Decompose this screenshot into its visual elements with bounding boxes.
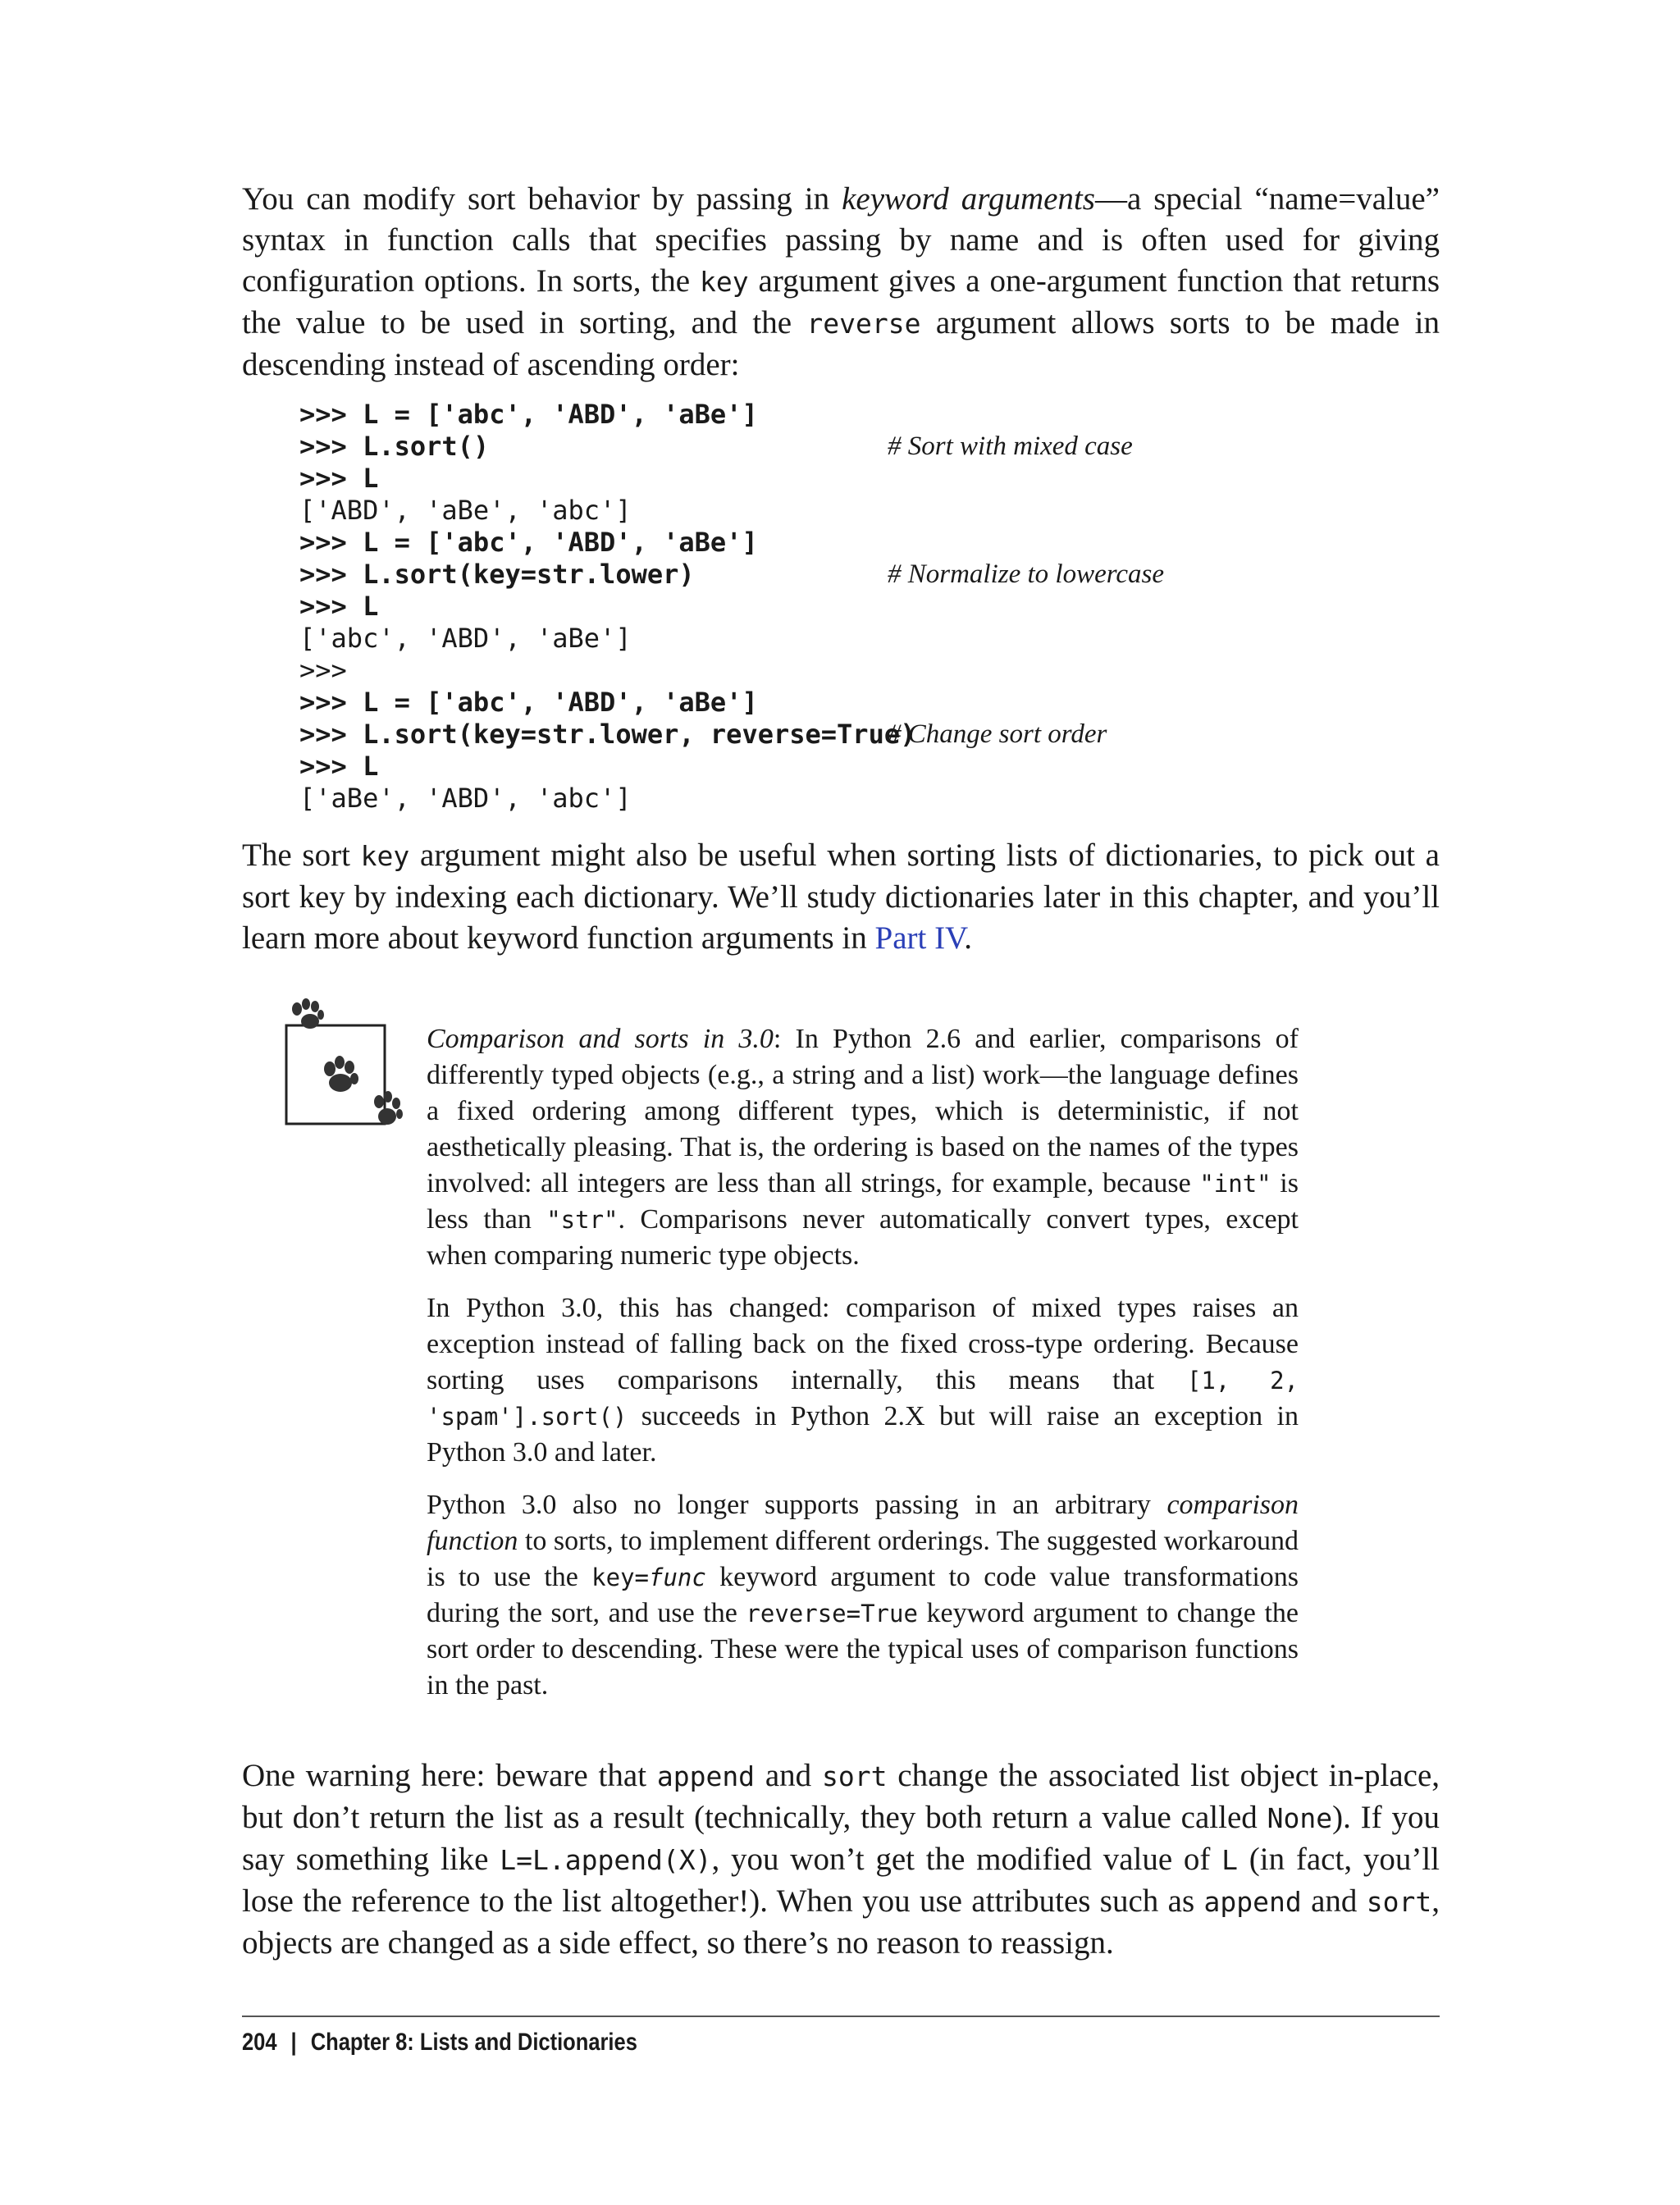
code-line [299,687,1366,719]
code-comment: # Sort with mixed case [888,431,1133,461]
footer-separator: | [290,2029,297,2056]
code-command: >>> L [299,463,379,494]
code-line [299,719,1366,751]
footer-divider [242,2016,1440,2017]
code-output: ['ABD', 'aBe', 'abc'] [299,495,632,526]
code-command: >>> L [299,751,379,782]
note-paragraph-1: Comparison and sorts in 3.0: In Python 2.6 and earlier, comparisons of differently typed objects (e.g., a string and a list) work—the language defines a fixed ordering among different types, which is deterministic, if not aesthetically pleasing. That is, the ordering is based on the names of the types involved: all integers are less than all strings, for example, because "int" is less than "str". Comparisons never automatically convert types, except when comparing numeric type objects. [427,1024,1299,1271]
intro-paragraph: You can modify sort behavior by passing in keyword arguments—a special “name=value” syntax in function calls that specifies passing by name and is often used for giving configuration options. In sorts, the key argument gives a one-argument function that returns the value to be used in sorting, and the reverse argument allows sorts to be made in descending instead of ascending order: [242,181,1440,382]
code-command: >>> L = ['abc', 'ABD', 'aBe'] [299,687,758,718]
code-line [299,463,1366,495]
code-output: ['abc', 'ABD', 'aBe'] [299,623,632,654]
code-command: >>> L.sort(key=str.lower) [299,559,695,590]
code-line [299,751,1366,783]
code-output: >>> [299,655,347,686]
code-line [299,591,1366,623]
code-example [299,399,1366,815]
chapter-title: Chapter 8: Lists and Dictionaries [310,2029,637,2056]
code-command: >>> L = ['abc', 'ABD', 'aBe'] [299,527,758,558]
code-line [299,527,1366,559]
code-line [299,783,1366,815]
raccoon-tracks-icon [279,997,422,1153]
page-footer [242,2026,637,2059]
code-output: ['aBe', 'ABD', 'abc'] [299,783,632,814]
code-command: >>> L.sort() [299,431,490,462]
code-comment: # Change sort order [888,719,1107,749]
code-command: >>> L [299,591,379,622]
warning-paragraph: One warning here: beware that append and sort change the associated list object in-place, but don’t return the list as a result (technically, they both return a value called None). If you say something like L=L.append(X), you won’t get the modified value of L (in fact, you’ll lose the reference to the list altogether!). When you use attributes such as append and sort, objects are changed as a side effect, so there’s no reason to reassign. [242,1758,1440,1961]
note-paragraph-3: Python 3.0 also no longer supports passing in an arbitrary comparison function to sorts, to implement different orderings. The suggested workaround is to use the key=func keyword argument to code value transformations during the sort, and use the reverse=True keyword argument to change the sort order to descending. These were the typical uses of comparison functions in the past. [427,1490,1299,1701]
note-paragraph-2: In Python 3.0, this has changed: comparison of mixed types raises an exception instead of falling back on the fixed cross-type ordering. Because sorting uses comparisons internally, this means that [1, 2, 'spam'].sort() succeeds in Python 2.X but will raise an exception in Python 3.0 and later. [427,1293,1299,1468]
code-line [299,495,1366,527]
part-iv-link[interactable]: Part IV [874,920,965,956]
code-line [299,655,1366,687]
page-number: 204 [242,2029,277,2056]
key-argument-paragraph: The sort key argument might also be useful when sorting lists of dictionaries, to pick out a sort key by indexing each dictionary. We’ll study dictionaries later in this chapter, and you’ll learn more about keyword function arguments in Part IV. [242,838,1440,956]
code-command: >>> L.sort(key=str.lower, reverse=True) [299,719,916,750]
code-line [299,623,1366,655]
note-block [427,1021,1299,1720]
code-command: >>> L = ['abc', 'ABD', 'aBe'] [299,399,758,430]
code-line [299,559,1366,591]
code-comment: # Normalize to lowercase [888,559,1165,589]
code-line [299,399,1366,431]
code-line [299,431,1366,463]
